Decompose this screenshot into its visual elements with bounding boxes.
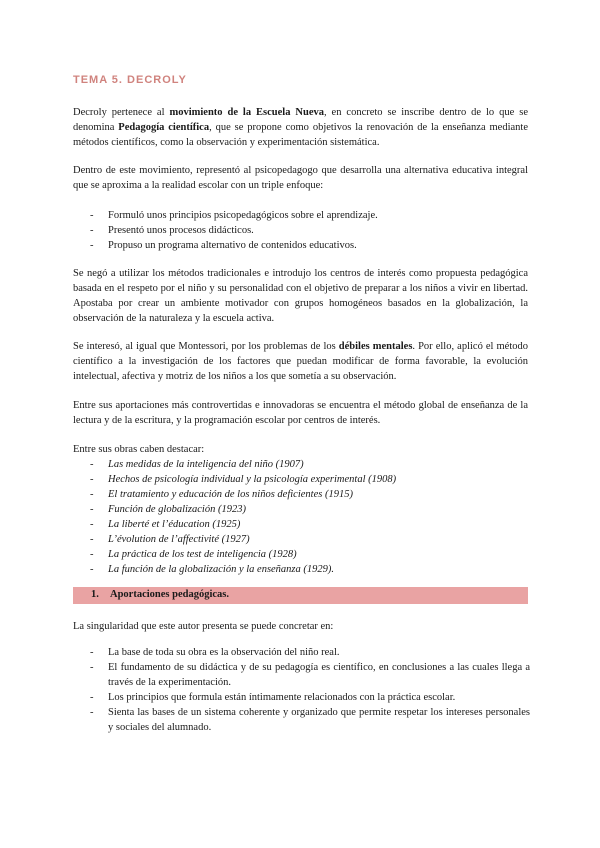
text-run: Decroly pertenece al (73, 107, 170, 118)
singularity-list (90, 645, 530, 735)
list-item: - Sienta las bases de un sistema coherente y organizado que permite respetar los intereses personales y sociales del alumnado. (90, 705, 530, 735)
list-item: - L’évolution de l’affectivité (1927) (90, 532, 530, 547)
list-item: - El fundamento de su didáctica y de su pedagogía es científico, en conclusiones a las cuales llega a través de la experimentación. (90, 660, 530, 690)
list-item: - Presentó unos procesos didácticos. (90, 223, 530, 238)
approach-list (90, 208, 530, 253)
list-item: - Propuso un programa alternativo de contenidos educativos. (90, 238, 530, 253)
methods-paragraph: Se negó a utilizar los métodos tradicionales e introdujo los centros de interés como propuesta pedagógica basada en el respeto por el niño y su personalidad con el objetivo de preparar a los niños a vivir en libertad. Apostaba por crear un ambiente motivador con grupos homogéneos basados en la globalización, la observación de la naturaleza y la escuela activa. (73, 268, 528, 324)
movement-paragraph: Dentro de este movimiento, representó al psicopedagogo que desarrolla una alternativa educativa integral que se aproxima a la realidad escolar con un triple enfoque: (73, 165, 528, 191)
bold-term: débiles mentales (338, 341, 413, 352)
list-item: - La función de la globalización y la enseñanza (1929). (90, 562, 530, 577)
list-item: - La práctica de los test de inteligencia (1928) (90, 547, 530, 562)
section-title: Aportaciones pedagógicas. (110, 589, 229, 600)
section-number: 1. (91, 589, 99, 600)
list-item: - Las medidas de la inteligencia del niño (1907) (90, 457, 530, 472)
bold-term: Pedagogía científica (118, 122, 210, 133)
text-run: Se interesó, al igual que Montessori, por los problemas de los (73, 341, 339, 352)
intro-paragraph (73, 105, 528, 150)
list-item: - Hechos de psicología individual y la psicología experimental (1908) (90, 472, 530, 487)
list-item: - Los principios que formula están íntimamente relacionados con la práctica escolar. (90, 690, 530, 705)
list-item: - El tratamiento y educación de los niños deficientes (1915) (90, 487, 530, 502)
contributions-paragraph: Entre sus aportaciones más controvertidas e innovadoras se encuentra el método global de enseñanza de la lectura y de la escritura, y la programación escolar por centros de interés. (73, 400, 528, 426)
text-run: . Por ello, aplicó el método científico a la investigación de los factores que puedan modificar de forma favorable, la evolución intelectual, afectiva y motriz de los niños a los que sometía a su observación. (73, 341, 529, 382)
text-run: , que se propone como objetivos la renovación de la enseñanza mediante métodos científicos, como la observación y experimentación sistemática. (73, 122, 528, 148)
singularity-paragraph: La singularidad que este autor presenta se puede concretar en: (73, 621, 334, 632)
list-item: - Función de globalización (1923) (90, 502, 530, 517)
bold-term: movimiento de la Escuela Nueva (169, 107, 324, 118)
list-item: - La base de toda su obra es la observación del niño real. (90, 645, 530, 660)
section-heading (73, 587, 528, 604)
works-list (90, 457, 530, 577)
list-item: - Formuló unos principios psicopedagógicos sobre el aprendizaje. (90, 208, 530, 223)
works-intro: Entre sus obras caben destacar: (73, 444, 205, 455)
montessori-paragraph (73, 339, 528, 384)
list-item: - La liberté et l’éducation (1925) (90, 517, 530, 532)
text-run: , en concreto se inscribe dentro de lo que se denomina (73, 107, 528, 133)
page-title: TEMA 5. DECROLY (73, 74, 187, 86)
